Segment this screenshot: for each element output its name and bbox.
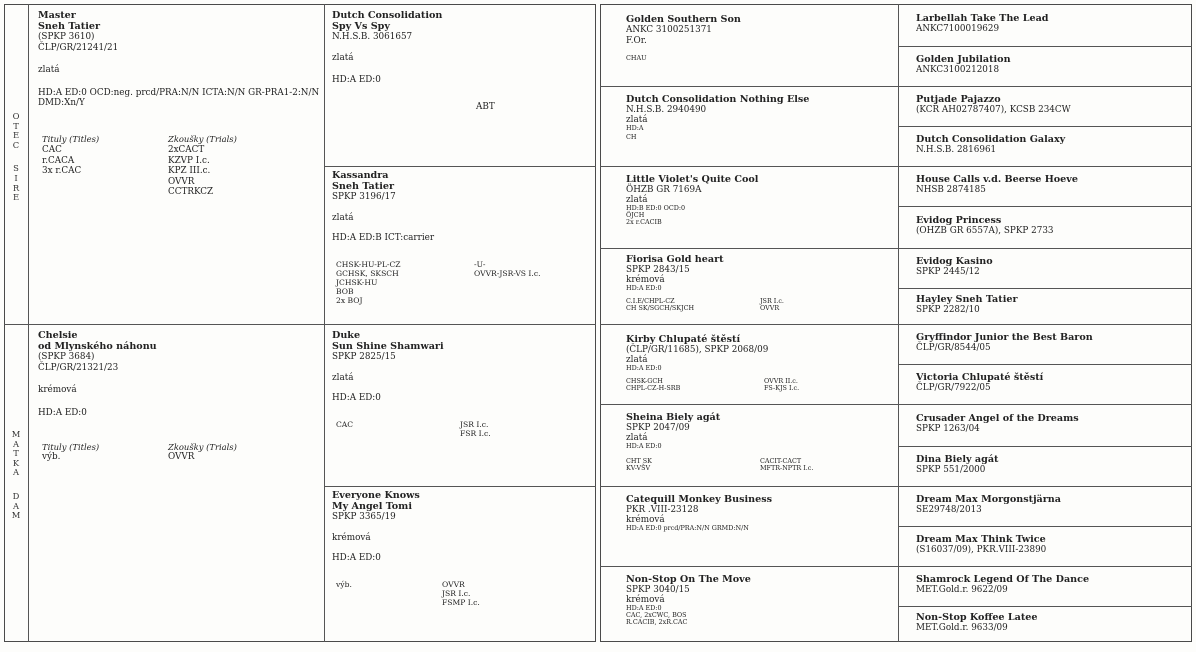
- dam-health: HD:A ED:0: [38, 407, 87, 418]
- g3-0-line-1: F.Or.: [626, 35, 647, 46]
- g2-0-color: zlatá: [332, 52, 354, 63]
- sire-health-1: HD:A ED:0 OCD:neg. prcd/PRA:N/N ICTA:N/N GR-PRA1-2:N/N: [38, 87, 320, 98]
- g3-4-line-0: (ČLP/GR/11685), SPKP 2068/09: [626, 345, 769, 355]
- g3-5-line-1: zlatá: [626, 432, 648, 443]
- g3-2-small-1: ÖJCH: [626, 211, 645, 219]
- g4-cell-11: [916, 454, 1188, 480]
- g4-cell-6: [916, 256, 1188, 282]
- g2-1-right: -U- OVVR-JSR-VS I.c.: [474, 260, 541, 278]
- sire-color: zlatá: [38, 65, 60, 76]
- g4-6-reg: SPKP 2445/12: [916, 267, 980, 277]
- g4-7-reg: SPKP 2282/10: [916, 305, 980, 315]
- g4-13-name: Dream Max Think Twice: [916, 534, 1046, 545]
- g3-5-left: CHT SK KV-VŠV: [626, 457, 652, 473]
- g4-12-name: Dream Max Morgonstjärna: [916, 494, 1062, 505]
- g2-3-color: krémová: [332, 532, 371, 543]
- g3-3-small-0: HD:A ED:0: [626, 283, 662, 292]
- g4-8-name: Gryffindor Junior the Best Baron: [916, 332, 1093, 343]
- g4-cell-5: [916, 215, 1188, 241]
- g4-4-name: House Calls v.d. Beerse Hoeve: [916, 174, 1078, 185]
- g3-3-right: JSR I.c. OVVR: [760, 297, 784, 313]
- dam-reg-1: (SPKP 3684): [38, 352, 95, 362]
- g2-0-reg: N.H.S.B. 3061657: [332, 32, 413, 42]
- g4-cell-0: [916, 13, 1188, 39]
- g3-cell-3: [626, 254, 894, 322]
- g3-3-name: Fiorisa Gold heart: [626, 254, 724, 265]
- g4-7-name: Hayley Sneh Tatier: [916, 294, 1018, 305]
- g2-0-health: HD:A ED:0: [332, 75, 381, 86]
- g4-1-reg: ANKC3100212018: [916, 65, 1000, 75]
- g3-3-left: C.I.E/CHPL-CZ CH SK/SGCH/SKJCH: [626, 297, 695, 313]
- g3-4-small-0: HD:A ED:0: [626, 363, 662, 372]
- g2-2-right: JSR I.c. FSR I.c.: [460, 420, 491, 438]
- g3-cell-6: [626, 494, 894, 564]
- g4-9-name: Victoria Chlupaté štěstí: [916, 372, 1044, 383]
- dam-name-line1: Chelsie: [38, 330, 78, 341]
- dam-titles: výb.: [42, 452, 61, 462]
- g3-2-name: Little Violet's Quite Cool: [626, 174, 759, 185]
- g3-1-line-0: N.H.S.B. 2940490: [626, 105, 707, 115]
- g2-1-reg: SPKP 3196/17: [332, 192, 396, 202]
- g2-1-color: zlatá: [332, 212, 354, 223]
- g3-2-small-0: HD:B ED:0 OCD:0: [626, 203, 686, 212]
- g2-3-right: OVVR JSR I.c. FSMP I.c.: [442, 580, 480, 607]
- g3-cell-5: [626, 412, 894, 484]
- g2-3-left: výb.: [336, 580, 352, 589]
- sire-reg-2: ČLP/GR/21241/21: [38, 42, 119, 53]
- dam-titles-head: Tituly (Titles): [42, 442, 100, 452]
- dam-reg-2: ČLP/GR/21321/23: [38, 362, 119, 373]
- g4-cell-2: [916, 94, 1188, 120]
- g3-cell-2: [626, 174, 894, 246]
- g4-cell-13: [916, 534, 1188, 560]
- g3-4-line-1: zlatá: [626, 354, 648, 365]
- g2-cell-3: [332, 490, 592, 638]
- g3-cell-7: [626, 574, 894, 640]
- sire-health-2: DMD:Xn/Y: [38, 98, 85, 109]
- g2-2-color: zlatá: [332, 372, 354, 383]
- dam-color: krémová: [38, 385, 77, 396]
- g3-2-line-1: zlatá: [626, 194, 648, 205]
- g3-6-line-1: krémová: [626, 514, 665, 525]
- g2-3-name-1: Everyone Knows: [332, 490, 420, 501]
- g4-2-name: Putjade Pajazzo: [916, 94, 1001, 105]
- g4-14-name: Shamrock Legend Of The Dance: [916, 574, 1090, 585]
- g2-3-name-2: My Angel Tomi: [332, 501, 412, 512]
- g2-cell-2: [332, 330, 592, 482]
- g3-2-line-0: ÖHZB GR 7169A: [626, 185, 702, 195]
- g2-0-name-1: Dutch Consolidation: [332, 10, 443, 21]
- g3-3-line-0: SPKP 2843/15: [626, 265, 690, 275]
- g4-cell-10: [916, 413, 1188, 439]
- g4-15-name: Non-Stop Koffee Latee: [916, 612, 1038, 623]
- g2-2-name-2: Sun Shine Shamwari: [332, 341, 444, 352]
- g2-3-reg: SPKP 3365/19: [332, 512, 396, 522]
- g2-1-health: HD:A ED:B ICT:carrier: [332, 233, 435, 244]
- g3-cell-0: [626, 14, 894, 84]
- g4-cell-3: [916, 134, 1188, 160]
- g3-7-small-1: CAC, 2xCWC, BOS: [626, 611, 687, 619]
- g4-4-reg: NHSB 2874185: [916, 185, 986, 195]
- sire-titles: CAC r.CACA 3x r.CAC: [42, 145, 82, 177]
- g2-1-name-2: Sneh Tatier: [332, 181, 394, 192]
- dam-name-line2: od Mlynského náhonu: [38, 341, 157, 352]
- g4-9-reg: ČLP/GR/7922/05: [916, 383, 991, 393]
- g3-7-line-0: SPKP 3040/15: [626, 585, 690, 595]
- dam-trials: OVVR: [168, 452, 195, 462]
- g3-0-name: Golden Southern Son: [626, 14, 741, 25]
- sire-trials: 2xCACT KZVP I.c. KPZ III.c. OVVR CCTRKCZ: [168, 145, 214, 198]
- g4-cell-4: [916, 174, 1188, 200]
- g3-7-small-0: HD:A ED:0: [626, 603, 662, 612]
- g2-1-left: CHSK-HU-PL-CZ GCHSK, SKSCH JCHSK-HU BOB 2x BOJ: [336, 260, 401, 305]
- g2-3-health: HD:A ED:0: [332, 553, 381, 564]
- g2-2-left: CAC: [336, 420, 354, 429]
- sire-cell: [38, 10, 322, 320]
- sire-side-label: O T E C S I R E: [12, 111, 20, 203]
- g4-15-reg: MET.Gold.r. 9633/09: [916, 623, 1008, 633]
- g2-cell-1: [332, 170, 592, 320]
- g3-4-left: CHSK-GCH CHPL-CZ-H-SRB: [626, 377, 681, 393]
- g4-10-name: Crusader Angel of the Dreams: [916, 413, 1079, 424]
- g4-5-name: Evidog Princess: [916, 215, 1002, 226]
- g4-11-name: Dina Biely agát: [916, 454, 999, 465]
- g3-1-small-1: CH: [626, 133, 637, 141]
- g2-cell-0: [332, 10, 592, 162]
- g4-3-reg: N.H.S.B. 2816961: [916, 145, 997, 155]
- g4-0-name: Larbellah Take The Lead: [916, 13, 1049, 24]
- g4-cell-15: [916, 612, 1188, 638]
- g3-cell-1: [626, 94, 894, 164]
- sire-name-line2: Sneh Tatier: [38, 21, 100, 32]
- g3-0-small-0: CHAU: [626, 54, 647, 63]
- g3-3-line-1: krémová: [626, 274, 665, 285]
- g3-0-line-0: ANKC 3100251371: [626, 25, 712, 35]
- dam-cell: [38, 330, 322, 636]
- g2-0-right-0: ABT: [476, 102, 495, 112]
- sire-name-line1: Master: [38, 10, 76, 21]
- g4-8-reg: ČLP/GR/8544/05: [916, 343, 991, 353]
- g4-1-name: Golden Jubilation: [916, 54, 1011, 65]
- g3-7-line-1: krémová: [626, 594, 665, 605]
- g3-5-line-0: SPKP 2047/09: [626, 423, 690, 433]
- g3-5-small-0: HD:A ED:0: [626, 441, 662, 450]
- g4-0-reg: ANKC7100019629: [916, 24, 1000, 34]
- g3-7-small-2: R.CACIB, 2xR.CAC: [626, 618, 688, 627]
- g2-1-name-1: Kassandra: [332, 170, 389, 181]
- g4-11-reg: SPKP 551/2000: [916, 465, 986, 475]
- g2-2-health: HD:A ED:0: [332, 393, 381, 404]
- g2-2-reg: SPKP 2825/15: [332, 352, 396, 362]
- g3-4-right: OVVR II.c. FS-KJS I.c.: [764, 377, 800, 393]
- g4-cell-12: [916, 494, 1188, 520]
- sire-reg-1: (SPKP 3610): [38, 32, 95, 42]
- g4-10-reg: SPKP 1263/04: [916, 424, 980, 434]
- g3-4-name: Kirby Chlupaté štěstí: [626, 334, 741, 345]
- g3-5-right: CACIT-CACT MFTR-NPTR I.c.: [760, 457, 814, 473]
- g3-1-name: Dutch Consolidation Nothing Else: [626, 94, 810, 105]
- g4-13-reg: (S16037/09), PKR.VIII-23890: [916, 545, 1047, 555]
- sire-titles-head: Tituly (Titles): [42, 134, 100, 144]
- g3-5-name: Sheina Biely agát: [626, 412, 721, 423]
- dam-side-label: M A T K A D A M: [11, 429, 21, 521]
- g3-1-line-1: zlatá: [626, 114, 648, 125]
- g3-6-small-0: HD:A ED:0 prcd/PRA:N/N GRMD:N/N: [626, 523, 749, 532]
- g4-2-reg: (KCR AH02787407), KCSB 234CW: [916, 105, 1071, 115]
- g4-cell-1: [916, 54, 1188, 80]
- g4-3-name: Dutch Consolidation Galaxy: [916, 134, 1066, 145]
- g3-cell-4: [626, 334, 894, 402]
- g4-cell-9: [916, 372, 1188, 398]
- g4-cell-14: [916, 574, 1188, 600]
- dam-trials-head: Zkoušky (Trials): [168, 442, 237, 452]
- g4-14-reg: MET.Gold.r. 9622/09: [916, 585, 1008, 595]
- sire-trials-head: Zkoušky (Trials): [168, 134, 237, 144]
- g2-0-name-2: Spy Vs Spy: [332, 21, 390, 32]
- g4-5-reg: (OHZB GR 6557A), SPKP 2733: [916, 226, 1054, 236]
- g3-6-name: Catequill Monkey Business: [626, 494, 773, 505]
- g2-2-name-1: Duke: [332, 330, 361, 341]
- g4-cell-8: [916, 332, 1188, 358]
- g3-7-name: Non-Stop On The Move: [626, 574, 751, 585]
- g3-1-small-0: HD:A: [626, 123, 644, 132]
- g4-6-name: Evidog Kasino: [916, 256, 993, 267]
- g4-12-reg: SE29748/2013: [916, 505, 982, 515]
- g4-cell-7: [916, 294, 1188, 320]
- g3-2-small-2: 2x r.CACIB: [626, 218, 662, 227]
- g3-6-line-0: PKR .VIII-23128: [626, 505, 699, 515]
